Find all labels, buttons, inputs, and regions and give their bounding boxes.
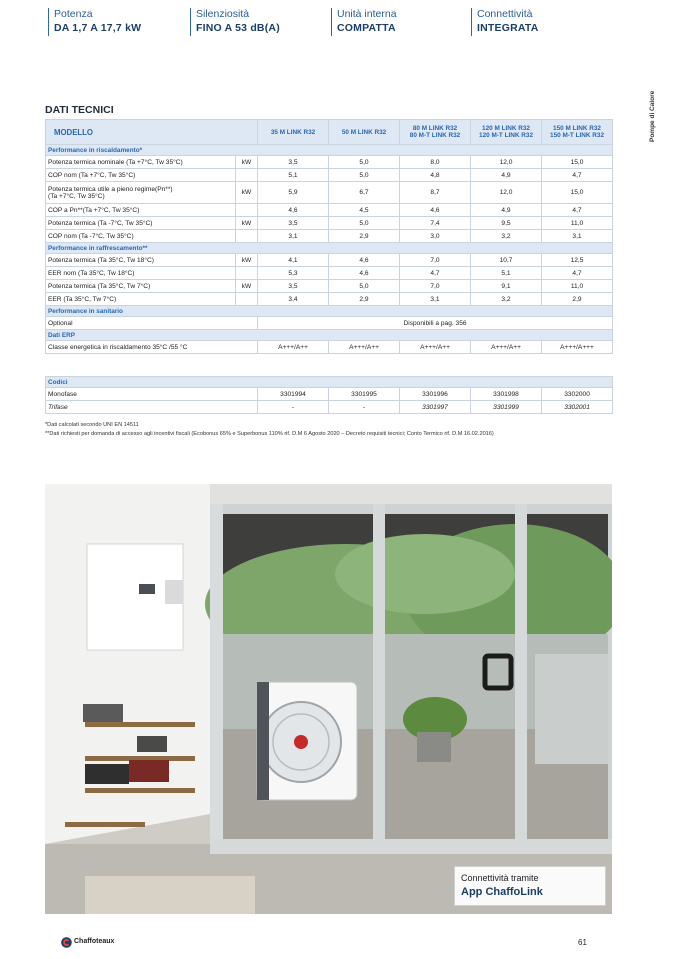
- section-heading: Codici: [46, 377, 613, 388]
- feature-strip: [0, 0, 678, 42]
- section-heading: Dati ERP: [46, 330, 613, 341]
- table-cell: 4,9: [471, 204, 542, 217]
- table-cell: 15,0: [542, 182, 613, 204]
- table-row: [46, 230, 613, 243]
- table-cell: 10,7: [471, 254, 542, 267]
- table-cell: 5,1: [258, 169, 329, 182]
- table-row: [46, 388, 613, 401]
- table-cell: 3301997: [400, 401, 471, 414]
- table-header-row: [46, 120, 613, 145]
- table-cell: 2,9: [542, 293, 613, 306]
- table-cell: 6,7: [329, 182, 400, 204]
- footnote: *Dati calcolati secondo UNI EN 14511: [45, 422, 139, 428]
- table-cell: 4,7: [542, 267, 613, 280]
- side-label-text: Pompe di Calore: [649, 90, 656, 142]
- table-cell: 9,1: [471, 280, 542, 293]
- model-header: MODELLO: [46, 120, 258, 145]
- feature-power: [48, 8, 141, 36]
- table-cell: Disponibili a pag. 356: [258, 317, 613, 330]
- table-cell: 2,9: [329, 230, 400, 243]
- section-heading: Performance in raffrescamento**: [46, 243, 613, 254]
- table-cell: 3302001: [542, 401, 613, 414]
- table-cell: 12,0: [471, 156, 542, 169]
- table-cell: 7,0: [400, 254, 471, 267]
- footnote: **Dati richiesti per domanda di accesso agli incentivi fiscali (Ecobonus 65% e Superbonus 110% rif. D.M 6 Agosto 2020 – Decreto requisiti tecnici; Conto Termico rif. D.M 16.02.2016): [45, 431, 494, 437]
- model-col-header: [542, 120, 613, 145]
- row-label: Classe energetica in riscaldamento 35°C /55 °C: [46, 341, 258, 354]
- table-cell: A+++/A+++: [542, 341, 613, 354]
- table-cell: 4,6: [329, 254, 400, 267]
- row-unit: [236, 230, 258, 243]
- table-cell: 3,5: [258, 156, 329, 169]
- codes-table: [45, 376, 613, 414]
- feature-label: Unità interna: [337, 8, 397, 20]
- table-cell: 3301994: [258, 388, 329, 401]
- feature-connectivity: [471, 8, 539, 36]
- feature-indoor-unit: [331, 8, 397, 36]
- model-col-line: 150 M-T LINK R32: [550, 132, 604, 139]
- section-row: [46, 243, 613, 254]
- table-cell: 15,0: [542, 156, 613, 169]
- table-cell: 5,0: [329, 169, 400, 182]
- row-unit: [236, 204, 258, 217]
- table-cell: 3,5: [258, 217, 329, 230]
- table-cell: 11,0: [542, 217, 613, 230]
- table-cell: 3,2: [471, 293, 542, 306]
- chaffoteaux-logo-icon: [61, 937, 72, 948]
- model-col-header: [400, 120, 471, 145]
- feature-label: Silenziosità: [196, 8, 250, 20]
- table-cell: 3,5: [258, 280, 329, 293]
- table-cell: 12,5: [542, 254, 613, 267]
- row-label: Trifase: [46, 401, 258, 414]
- table-cell: 4,7: [542, 204, 613, 217]
- table-row: [46, 341, 613, 354]
- section-row: [46, 145, 613, 156]
- brand-logo: [61, 936, 141, 950]
- table-cell: 3301995: [329, 388, 400, 401]
- model-col-line: 120 M LINK R32: [482, 125, 530, 132]
- row-label: Potenza termica (Ta 35°C, Tw 18°C): [46, 254, 236, 267]
- table-cell: 3,1: [400, 293, 471, 306]
- table-row: [46, 254, 613, 267]
- section-row: [46, 306, 613, 317]
- table-row: [46, 267, 613, 280]
- table-cell: 5,0: [329, 280, 400, 293]
- table-cell: 11,0: [542, 280, 613, 293]
- product-photo: [45, 484, 612, 914]
- interior-illustration: [45, 484, 612, 914]
- feature-value: COMPATTA: [337, 22, 396, 34]
- table-cell: 3302000: [542, 388, 613, 401]
- table-cell: 5,9: [258, 182, 329, 204]
- row-label: COP a Pn**(Ta +7°C, Tw 35°C): [46, 204, 236, 217]
- badge-line-1: Connettività tramite: [461, 873, 539, 883]
- table-cell: A+++/A++: [400, 341, 471, 354]
- row-unit: [236, 267, 258, 280]
- table-cell: 4,6: [258, 204, 329, 217]
- table-row: [46, 280, 613, 293]
- brand-name: Chaffoteaux: [74, 938, 115, 945]
- row-label: COP nom (Ta -7°C, Tw 35°C): [46, 230, 236, 243]
- feature-value: FINO A 53 dB(A): [196, 22, 280, 34]
- section-row: [46, 330, 613, 341]
- table-cell: 7,0: [400, 280, 471, 293]
- row-unit: kW: [236, 217, 258, 230]
- section-heading: Performance in riscaldamento*: [46, 145, 613, 156]
- table-cell: 4,8: [400, 169, 471, 182]
- badge-line-2: App ChaffoLink: [461, 886, 543, 898]
- table-cell: A+++/A++: [471, 341, 542, 354]
- table-cell: 4,9: [471, 169, 542, 182]
- table-row: [46, 182, 613, 204]
- row-unit: kW: [236, 254, 258, 267]
- page-number: 61: [578, 938, 587, 947]
- table-row: [46, 156, 613, 169]
- table-cell: 9,5: [471, 217, 542, 230]
- section-title: DATI TECNICI: [45, 104, 114, 116]
- feature-label: Potenza: [54, 8, 93, 20]
- row-label: COP nom (Ta +7°C, Tw 35°C): [46, 169, 236, 182]
- row-unit: kW: [236, 156, 258, 169]
- table-cell: 4,6: [400, 204, 471, 217]
- model-col-header: 35 M LINK R32: [258, 120, 329, 145]
- table-cell: 4,7: [400, 267, 471, 280]
- table-row: [46, 317, 613, 330]
- model-col-line: 80 M LINK R32: [412, 125, 458, 132]
- table-cell: 3301999: [471, 401, 542, 414]
- table-cell: 3,2: [471, 230, 542, 243]
- table-cell: 12,0: [471, 182, 542, 204]
- table-cell: 3,0: [400, 230, 471, 243]
- table-cell: 7,4: [400, 217, 471, 230]
- section-heading: Performance in sanitario: [46, 306, 613, 317]
- row-unit: kW: [236, 182, 258, 204]
- row-label-line: Potenza termica utile a pieno regime(Pn**): [48, 185, 173, 193]
- row-label: Potenza termica nominale (Ta +7°C, Tw 35°C): [46, 156, 236, 169]
- footnotes: [45, 421, 494, 439]
- table-cell: 5,3: [258, 267, 329, 280]
- row-label: Optional: [46, 317, 258, 330]
- table-cell: 4,1: [258, 254, 329, 267]
- feature-silence: [190, 8, 280, 36]
- model-col-header: 50 M LINK R32: [329, 120, 400, 145]
- feature-value: INTEGRATA: [477, 22, 539, 34]
- table-cell: 4,7: [542, 169, 613, 182]
- model-col-line: 80 M-T LINK R32: [409, 132, 461, 139]
- table-cell: A+++/A++: [258, 341, 329, 354]
- tech-data-table: [45, 119, 613, 354]
- row-unit: [236, 169, 258, 182]
- app-badge: [454, 866, 606, 906]
- table-cell: 2,9: [329, 293, 400, 306]
- table-row: [46, 401, 613, 414]
- section-row: [46, 377, 613, 388]
- table-cell: 4,5: [329, 204, 400, 217]
- table-cell: 4,6: [329, 267, 400, 280]
- table-cell: 3301998: [471, 388, 542, 401]
- feature-label: Connettività: [477, 8, 533, 20]
- side-section-label: [645, 74, 663, 144]
- table-cell: 3,4: [258, 293, 329, 306]
- feature-value: DA 1,7 A 17,7 kW: [54, 22, 142, 34]
- row-label: EER (Ta 35°C, Tw 7°C): [46, 293, 236, 306]
- row-unit: [236, 293, 258, 306]
- table-cell: 5,0: [329, 217, 400, 230]
- row-unit: kW: [236, 280, 258, 293]
- table-row: [46, 293, 613, 306]
- table-cell: -: [329, 401, 400, 414]
- table-cell: 5,0: [329, 156, 400, 169]
- row-label: [46, 182, 236, 204]
- table-cell: 3301996: [400, 388, 471, 401]
- table-cell: A+++/A++: [329, 341, 400, 354]
- row-label: EER nom (Ta 35°C, Tw 18°C): [46, 267, 236, 280]
- table-cell: 3,1: [258, 230, 329, 243]
- table-row: [46, 204, 613, 217]
- model-col-line: 150 M LINK R32: [553, 125, 601, 132]
- row-label-line: (Ta +7°C, Tw 35°C): [48, 192, 105, 200]
- model-col-header: [471, 120, 542, 145]
- table-cell: -: [258, 401, 329, 414]
- table-row: [46, 169, 613, 182]
- table-cell: 5,1: [471, 267, 542, 280]
- row-label: Monofase: [46, 388, 258, 401]
- table-row: [46, 217, 613, 230]
- table-cell: 8,7: [400, 182, 471, 204]
- row-label: Potenza termica (Ta -7°C, Tw 35°C): [46, 217, 236, 230]
- row-label: Potenza termica (Ta 35°C, Tw 7°C): [46, 280, 236, 293]
- model-col-line: 120 M-T LINK R32: [479, 132, 533, 139]
- table-cell: 3,1: [542, 230, 613, 243]
- table-cell: 8,0: [400, 156, 471, 169]
